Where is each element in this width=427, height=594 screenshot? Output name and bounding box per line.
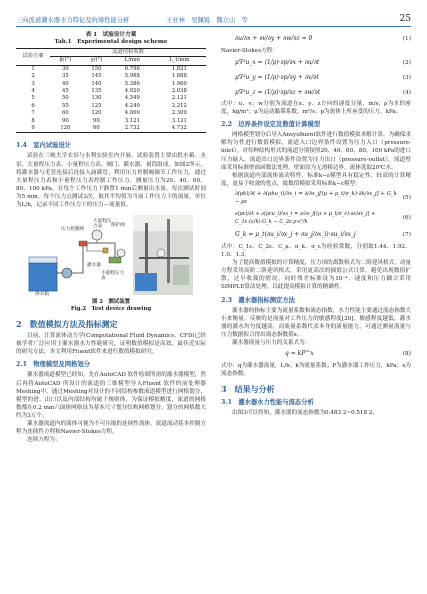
figure2-caption-cn: 图 2 测试装置: [92, 299, 130, 306]
para-symbols: 式中：u、v、w分别为流道在x、y、z方向的速度分量，m/s；ρ为水的密度，kg/m³；μ为运动黏滞系数，m²/s；p为流体上所承受的压力，kPa。: [221, 101, 411, 116]
para-continuity-intro: 连续方程为：: [27, 437, 61, 444]
table-cell: 5: [31, 95, 35, 102]
equation-7-number: (7): [402, 232, 411, 239]
table-cell: 90: [62, 117, 69, 124]
table-row: [16, 73, 206, 80]
para-result: 由图3可以得知，灌水器的流态指数为0.483 2~0.518 2，: [232, 410, 379, 417]
table-row: [16, 95, 206, 102]
table-header-lt: L_t/mm: [169, 57, 190, 64]
large-gauge-shape: [92, 230, 102, 240]
table-cell: 30: [62, 65, 69, 72]
equation-2-formula: μ∇²u_x = (1/ρ)·∂p/∂x + ∂u/∂t: [235, 58, 320, 66]
table-row: [16, 65, 206, 73]
table-header-gamma: γ/(°): [90, 57, 103, 64]
table-cell: 135: [91, 88, 102, 95]
table-cell: 2: [31, 73, 35, 80]
table-cell: 6.796: [124, 65, 140, 72]
equation-2-number: (2): [402, 59, 411, 66]
table-header-beta: β/(°): [59, 57, 72, 64]
para-flow: 灌水器流道内的流体可视为不可压缩的连续性流体，流道流动基本控制方程为连续性方程和Navier-Stokes方程。: [16, 420, 207, 436]
equation-1-number: (1): [402, 36, 411, 43]
table-cell: 4: [31, 88, 35, 95]
table-cell: 35: [62, 73, 69, 80]
section-2-1-heading: 2.1 物理模型及网格划分: [16, 361, 90, 369]
section-3-heading: 3 结果与分析: [221, 384, 275, 395]
pressure-valve-shape: [79, 241, 87, 246]
equation-4-number: (4): [402, 89, 411, 96]
equation-2: [221, 55, 411, 70]
table-cell: 45: [62, 88, 69, 95]
table-cell: 1.960: [171, 80, 187, 87]
small-gauge-shape: [117, 249, 125, 257]
table-cell: 40: [62, 80, 69, 87]
equation-4: [221, 85, 411, 100]
section-1-4-heading: 1.4 室内试验设计: [16, 142, 72, 150]
equation-6: [221, 208, 411, 228]
table-cell: 2.309: [171, 110, 187, 117]
table-cell: 5.988: [124, 73, 140, 80]
water-tank-shape: [29, 263, 57, 291]
para-q: 式中：q为灌水器流量，L/h；k为流量系数；P为灌水器工作压力，kPa；x为流态指数。: [221, 362, 411, 378]
table-body: [16, 65, 206, 133]
table-row: [16, 103, 206, 110]
equation-5-number: (5): [402, 194, 411, 201]
section-2-heading: 2 数值模拟方法及指标测定: [16, 319, 118, 330]
equation-3-number: (3): [402, 74, 411, 81]
equation-3-formula: μ∇²u_y = (1/ρ)·∂p/∂y + ∂v/∂t: [235, 73, 319, 81]
left-column: [16, 32, 206, 588]
para-test-setup: 试验在三峡大学农田与水利实验室内开展。试验装置主要由供水箱、水泵、大量程压力表、小量程压力表、阀门、灌水器、量筒组成。如图2所示，将灌水器与毛管连接后连接入滴灌管，利用压力控制阀调节工作压力，通过大量程压力表和小量程压力表控制工作压力，测量压力为20、40、60、80、100 kPa，在每个工作压力下静置1 min后测量出水量，每次测试时间为5 min，每个压力点测试3次，取其平均值为当前工作压力下的流量，单位为L/h，记录不同工作压力下的压力—流量值。: [16, 153, 206, 209]
table-cell: 1.821: [171, 65, 187, 72]
equation-7: [221, 228, 411, 243]
pump-shape: [62, 268, 72, 278]
table-row: [16, 88, 206, 95]
section-3-1-heading: 3.1 灌水器水力性能与流态分析: [221, 399, 314, 407]
figure2-caption-en: Fig.2 Test device drawing: [70, 306, 152, 313]
table-cell: 150: [91, 65, 102, 72]
table-cell: 130: [91, 95, 102, 102]
table-cell: 3: [31, 80, 35, 87]
label-small-gauge: 小量程压力表: [101, 271, 124, 282]
table-cell: 4.920: [124, 88, 140, 95]
equation-8-number: (8): [402, 351, 411, 358]
equation-4-formula: μ∇²u_z = (1/ρ)·∂p/∂z + ∂w/∂t: [235, 88, 321, 96]
equation-8-formula: q = kP^x: [285, 350, 314, 358]
equation-6-number: (6): [402, 214, 411, 221]
table-cell: 60: [93, 125, 100, 132]
table-cell: 4.732: [171, 125, 187, 132]
label-water-tank: 供水箱: [35, 292, 49, 298]
table-cell: 6: [31, 102, 35, 109]
para-constants: 式中：C_1ε、C_2ε、C_μ、σ_k、σ_ε为经验常数，分别取1.44、1.92、1.0、1.3。: [221, 243, 411, 259]
table-row: [16, 125, 206, 133]
para-accuracy: 为了提高数值模拟的计算精度，压力项的离散格式为二阶迎风格式，动量方程采用高阶二阶迎风格式，采用更高次的插值公式计算，避免出现数值扩散，过早收敛的情况，同时残差标准设为10⁻⁴，速度和压力耦合采用SIMPLE算法处理，以此提高模拟计算的精确性。: [221, 260, 412, 291]
table-cell: 55: [62, 102, 69, 109]
table1-caption-en: Tab.1 Experimental design scheme: [54, 39, 168, 45]
table-cell: 145: [91, 73, 102, 80]
para-mesh: 灌水器流道模型已经知，先在AutoCAD 软件绘制所需的灌水器模型，然后再将AutoCAD 所设计的流道的三维模型导入Fluent 软件的前处理器Meshing中，通过Meshing对设计的不同结构参数流道模型进行网格划分，模型的进、出口以及内部结构均属于规则体，为保证模拟精度，流道的网格数都在0.2 mm六面体网格设为基本尺寸划分结构网格划分，划分的网格数大约为3万个。: [16, 372, 206, 419]
equation-1: [221, 32, 411, 47]
test-device-figure: [27, 213, 195, 297]
page-number: 25: [399, 14, 411, 24]
equation-5: [221, 188, 411, 208]
pipe-line: [72, 243, 115, 273]
table-row: [16, 81, 206, 88]
label-large-gauge: 大量程压力表: [93, 219, 112, 230]
table-cell: 7: [31, 110, 35, 117]
table-header-group: 流道结构参数: [50, 49, 206, 57]
table-cell: 8: [31, 117, 35, 124]
section-2-2-heading: 2.2 边界条件设定及数值计算模型: [221, 121, 321, 129]
table-cell: 120: [91, 110, 102, 117]
right-column: [221, 32, 411, 588]
table-cell: 2.038: [171, 88, 187, 95]
para-boundary: 网格模型划分后导入Ansysfluent软件进行数值模拟求解计算，为确保求解均匀性进行数值模拟，流道入口边界条件设置为压力入口（pressure-inlet），对每种结构形式的流道分别按照20、40、60、80、100 kPa的进口压力输入，流道出口边界条件设置为压力出口（pressure-outlet），流道壁面采用标准壁面函数法处理，壁面设为无滑移边界，流体选取20℃水。: [221, 132, 411, 171]
table-cell: 2.121: [171, 95, 187, 102]
table-cell: 1: [31, 65, 35, 72]
equation-1-formula: ∂u/∂x + ∂v/∂y + ∂w/∂z = 0: [235, 35, 313, 43]
table1-caption-cn: 表 1 试验设计方案: [85, 32, 137, 38]
table-cell: 4.249: [124, 102, 140, 109]
table-cell: 2.732: [124, 125, 140, 132]
table-cell: 120: [60, 125, 71, 132]
table-row: [16, 118, 206, 125]
ns-intro: Navier-Stokes方程：: [221, 48, 278, 54]
experiment-table: [16, 48, 206, 133]
table-row: [16, 110, 206, 117]
section-2-3-heading: 2.3 灌水器指标测定方法: [221, 296, 295, 304]
equation-7-formula: G_k = μ_t(∂u_i/∂x_j + ∂u_j/∂x_i)·∂u_i/∂x_j: [235, 231, 356, 239]
header-rule: [16, 26, 411, 27]
equation-8: [221, 347, 411, 362]
table-cell: 3.121: [171, 117, 187, 124]
table-cell: 60: [62, 110, 69, 117]
label-pressure-valve: 压力控制阀: [61, 227, 84, 233]
equation-6-formula: ∂(ρε)/∂t + ∂(ρεu_i)/∂x_i = ∂/∂x_j[(μ + μ_t/σ_ε)·∂ε/∂x_j] + C_1ε·(ε/k)·G_k − C_2ε·ρ·ε²/k: [235, 210, 376, 225]
label-emitter: 灌水器: [87, 263, 101, 269]
para-kepsilon: 根据流道内部流体流动特性，标准k−ε模型具有稳定性、较高的计算精度，更易于收敛的优点，故数值模拟采用标准k−ε模型：: [221, 172, 411, 187]
emitter-shape: [109, 257, 121, 263]
table-cell: 50: [62, 95, 69, 102]
table-cell: 4.549: [124, 95, 140, 102]
table-cell: 9: [31, 125, 35, 132]
table-cell: 2.212: [171, 102, 187, 109]
table-header-l: L/mm: [124, 57, 140, 64]
label-protection-valve: 保护阀: [111, 223, 125, 229]
para-relation: 灌水器流量与压力的关系式为：: [232, 339, 311, 346]
table-cell: 125: [91, 102, 102, 109]
table-cell: 140: [91, 80, 102, 87]
para-index: 灌水器的指标主要为流量系数和流态指数，水力性能主要通过流态指数大小来衡量，反映的是流量对工作压力的敏感程度[20]，敏感程度越低，灌水器的灌水均匀度越高，而流量系数代表本身的流量能力，可通过测量流量与压力数据拟合得出流态指数值x。: [221, 307, 412, 338]
para-cfd: 目前，计算流体动力学(Computational Fluid Dynamics，CFD)已经被学者广泛应用于灌水器水力性能研究，证明数值模拟是高效、最佳近实际的研究方法，本文利用Fluent软件来进行数值模拟研究。: [16, 333, 206, 356]
equation-5-formula: ∂(ρk)/∂t + ∂(ρku_i)/∂x_i = ∂/∂x_j[(μ + μ_t/σ_k)·∂k/∂x_j] + G_k − ρε: [235, 190, 397, 205]
protection-valve-shape: [103, 248, 108, 253]
equation-3: [221, 70, 411, 85]
table-cell: 1.888: [171, 73, 187, 80]
table-cell: 5.386: [124, 80, 140, 87]
table-header-scheme: 试验方案: [22, 53, 44, 60]
table-cell: 90: [93, 117, 100, 124]
running-head: [16, 8, 411, 24]
running-head-title: 三向流道灌水器水力特征及抗堵性能分析: [16, 17, 130, 24]
table-cell: 4.000: [124, 110, 140, 117]
running-head-authors: 王亚林 吴佩锐 魏立山 等: [166, 17, 248, 24]
table-cell: 3.121: [124, 117, 140, 124]
